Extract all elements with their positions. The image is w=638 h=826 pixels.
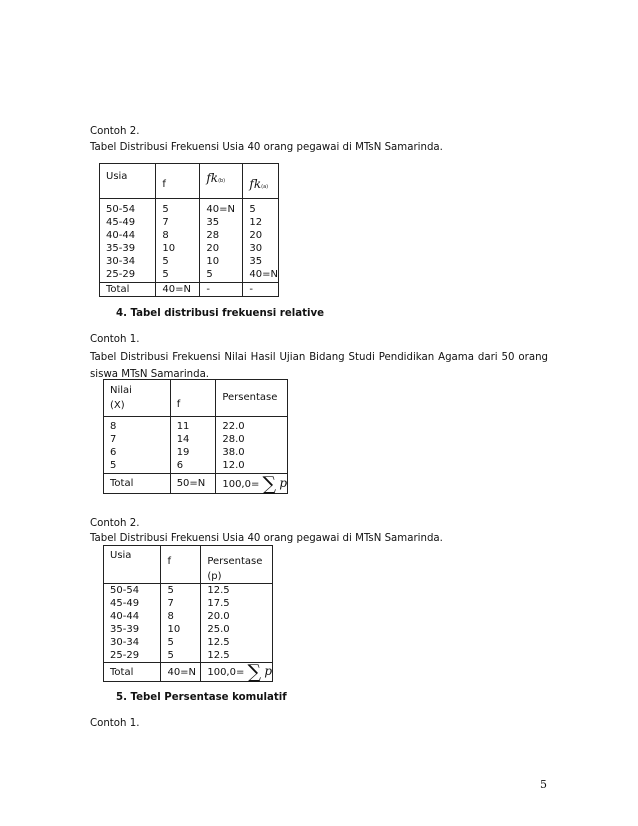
sigma-symbol: ∑	[247, 661, 262, 683]
persentase-cell: 12.0	[222, 460, 245, 471]
usia-cell: 35-39	[110, 624, 140, 635]
persentase-cell: 22.0	[222, 421, 245, 432]
f-cell: 8	[167, 611, 174, 622]
total-persentase	[216, 474, 288, 494]
fk-above-cell: 12	[249, 217, 263, 228]
f-cell: 7	[162, 217, 169, 228]
relative-frequency-table	[103, 379, 288, 494]
persentase-cell: 17.5	[207, 598, 230, 609]
f-cell: 11	[176, 421, 190, 432]
usia-cell: 50-54	[106, 204, 136, 215]
f-cell: 14	[176, 434, 190, 445]
f-cell: 5	[167, 585, 174, 596]
usia-column	[100, 199, 156, 283]
table-caption: Tabel Distribusi Frekuensi Usia 40 orang pegawai di MTsN Samarinda.	[90, 142, 443, 153]
f-cell: 8	[162, 230, 169, 241]
header-fk-above	[243, 164, 279, 199]
usia-cell: 45-49	[106, 217, 136, 228]
persentase-cell: 12.5	[207, 637, 230, 648]
total-label: Total	[104, 663, 161, 682]
usia-cell: 40-44	[110, 611, 140, 622]
total-value: 100,0=	[222, 478, 260, 490]
nilai-cell: 5	[110, 460, 117, 471]
usia-cell: 25-29	[106, 269, 136, 280]
persentase-cell: 20.0	[207, 611, 230, 622]
fk-b-symbol: fk	[206, 171, 219, 185]
header-usia: Usia	[100, 164, 156, 199]
f-cell: 10	[167, 624, 181, 635]
f-column	[156, 199, 200, 283]
example-title: Contoh 2.	[90, 126, 140, 137]
f-cell: 5	[162, 256, 169, 267]
f-cell: 10	[162, 243, 176, 254]
fk-b-subscript: (b)	[218, 178, 226, 184]
table-caption: Tabel Distribusi Frekuensi Usia 40 orang pegawai di MTsN Samarinda.	[90, 533, 443, 544]
cumulative-frequency-table	[99, 163, 279, 297]
usia-cell: 30-34	[106, 256, 136, 267]
fk-below-cell: 10	[206, 256, 220, 267]
usia-cell: 50-54	[110, 585, 140, 596]
example-title: Contoh 2.	[90, 518, 140, 529]
fk-a-symbol: fk	[249, 177, 262, 191]
fk-below-cell: 20	[206, 243, 220, 254]
header-persentase: Persentase	[216, 380, 288, 417]
usia-cell: 35-39	[106, 243, 136, 254]
nilai-cell: 6	[110, 447, 117, 458]
page-number: 5	[540, 778, 547, 791]
usia-cell: 45-49	[110, 598, 140, 609]
fk-above-cell: 40=N	[249, 269, 278, 280]
fk-below-cell: 40=N	[206, 204, 235, 215]
header-f: f	[161, 546, 201, 584]
header-f: f	[156, 164, 200, 199]
header-x-label: (X)	[110, 400, 125, 411]
header-p-label: (p)	[207, 571, 222, 582]
f-column	[161, 584, 201, 663]
fk-below-cell: 28	[206, 230, 220, 241]
persentase-cell: 38.0	[222, 447, 245, 458]
persentase-cell: 28.0	[222, 434, 245, 445]
fk-below-cell: 5	[206, 269, 213, 280]
f-cell: 5	[162, 204, 169, 215]
example-title: Contoh 1.	[90, 718, 140, 729]
f-cell: 5	[167, 650, 174, 661]
usia-column	[104, 584, 161, 663]
header-persentase-label: Persentase	[207, 556, 263, 567]
header-f: f	[170, 380, 216, 417]
total-fk-below: -	[200, 283, 243, 297]
percentage-frequency-table	[103, 545, 273, 682]
f-cell: 5	[167, 637, 174, 648]
usia-cell: 30-34	[110, 637, 140, 648]
total-value: 100,0=	[207, 667, 245, 678]
f-cell: 6	[176, 460, 184, 471]
nilai-column	[104, 417, 171, 474]
fk-below-cell: 35	[206, 217, 220, 228]
total-f: 40=N	[161, 663, 201, 682]
total-label: Total	[104, 474, 171, 494]
persentase-cell: 25.0	[207, 624, 230, 635]
fk-below-column	[200, 199, 243, 283]
usia-cell: 25-29	[110, 650, 140, 661]
nilai-cell: 7	[110, 434, 117, 445]
total-f: 50=N	[170, 474, 216, 494]
section-heading: 4. Tabel distribusi frekuensi relative	[116, 308, 325, 319]
header-nilai	[104, 380, 171, 417]
total-persentase	[201, 663, 273, 682]
persentase-cell: 12.5	[207, 585, 230, 596]
fk-above-column	[243, 199, 279, 283]
section-heading: 5. Tebel Persentase komulatif	[116, 692, 287, 703]
persentase-column	[216, 417, 288, 474]
nilai-cell: 8	[110, 421, 117, 432]
header-nilai-label: Nilai	[110, 385, 132, 396]
f-cell: 19	[176, 447, 190, 458]
persentase-column	[201, 584, 273, 663]
p-symbol: p	[264, 664, 272, 678]
total-fk-above: -	[243, 283, 279, 297]
usia-cell: 40-44	[106, 230, 136, 241]
persentase-cell: 12.5	[207, 650, 230, 661]
fk-a-subscript: (a)	[261, 184, 269, 190]
fk-above-cell: 20	[249, 230, 263, 241]
example-title: Contoh 1.	[90, 334, 140, 345]
fk-above-cell: 30	[249, 243, 263, 254]
f-cell: 5	[162, 269, 169, 280]
table-caption: Tabel Distribusi Frekuensi Nilai Hasil Ujian Bidang Studi Pendidikan Agama dari 50 orang siswa MTsN Samarinda.	[90, 352, 548, 380]
f-column	[170, 417, 216, 474]
header-fk-below	[200, 164, 243, 199]
fk-above-cell: 5	[249, 204, 256, 215]
p-symbol: p	[279, 475, 287, 490]
fk-above-cell: 35	[249, 256, 263, 267]
sigma-symbol: ∑	[262, 472, 277, 495]
total-f: 40=N	[156, 283, 200, 297]
header-persentase	[201, 546, 273, 584]
header-usia: Usia	[104, 546, 161, 584]
f-cell: 7	[167, 598, 174, 609]
total-label: Total	[100, 283, 156, 297]
